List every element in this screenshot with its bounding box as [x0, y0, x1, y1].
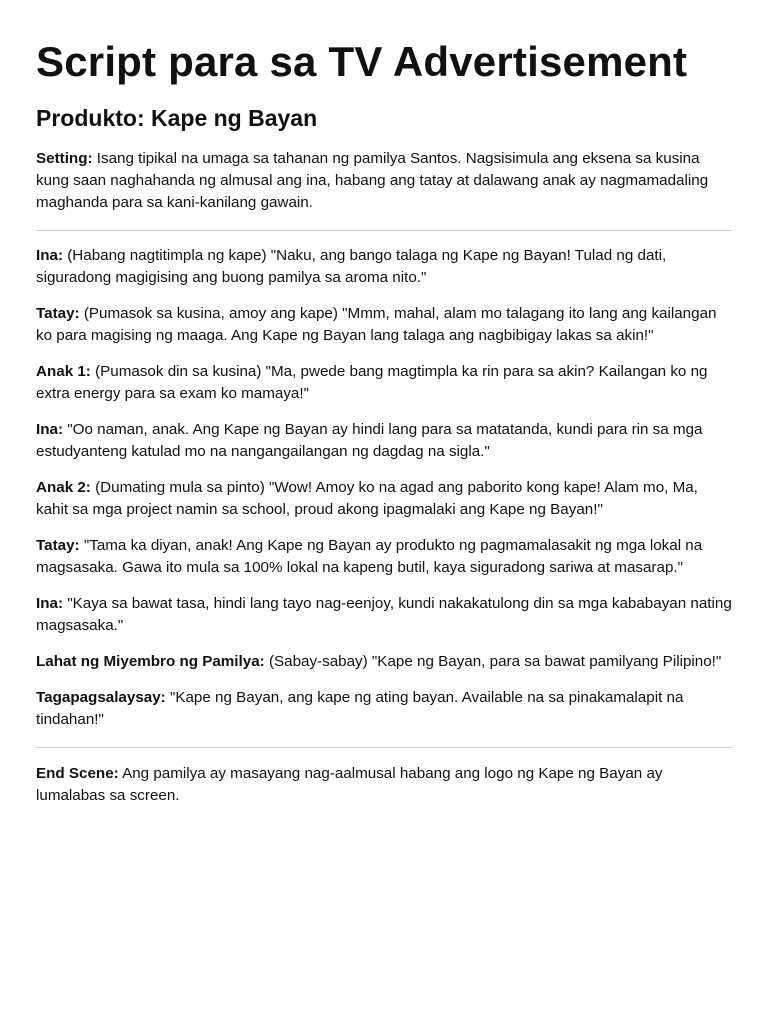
dialogue-text: (Sabay-sabay) "Kape ng Bayan, para sa bawat pamilyang Pilipino!"	[268, 653, 722, 670]
divider-bottom	[36, 747, 732, 748]
end-scene-label: End Scene:	[36, 765, 119, 782]
document-title: Script para sa TV Advertisement	[36, 38, 688, 85]
speaker-name: Ina:	[36, 421, 64, 438]
end-scene-paragraph	[36, 763, 732, 807]
dialogue-text: (Pumasok sa kusina, amoy ang kape) "Mmm, mahal, alam mo talagang ito lang ang kailangan ko para magising ng maaga. Ang Kape ng Bayan lang talaga ang nagbibigay lakas sa akin!"	[36, 305, 717, 344]
speaker-name: Lahat ng Miyembro ng Pamilya:	[36, 653, 265, 670]
dialogue-line	[36, 245, 732, 289]
dialogue-text: (Pumasok din sa kusina) "Ma, pwede bang magtimpla ka rin para sa akin? Kailangan ko ng extra energy para sa exam ko mamaya!"	[36, 363, 708, 402]
setting-paragraph	[36, 148, 732, 214]
dialogue-line	[36, 535, 732, 579]
speaker-name: Tatay:	[36, 305, 80, 322]
speaker-name: Ina:	[36, 595, 64, 612]
speaker-name: Ina:	[36, 247, 64, 264]
dialogue-text: (Dumating mula sa pinto) "Wow! Amoy ko na agad ang paborito kong kape! Alam mo, Ma, kahit sa mga project namin sa school, proud akong ipagmalaki ang Kape ng Bayan!"	[36, 479, 698, 518]
product-subtitle: Produkto: Kape ng Bayan	[36, 105, 318, 131]
dialogue-text: "Kape ng Bayan, ang kape ng ating bayan. Available na sa pinakamalapit na tindahan!"	[36, 689, 684, 728]
dialogue-line	[36, 651, 732, 673]
speaker-name: Tagapagsalaysay:	[36, 689, 166, 706]
speaker-name: Tatay:	[36, 537, 80, 554]
dialogue-list	[36, 245, 732, 731]
dialogue-text: "Kaya sa bawat tasa, hindi lang tayo nag-eenjoy, kundi nakakatulong din sa mga kababayan nating magsasaka."	[36, 595, 732, 634]
dialogue-line	[36, 687, 732, 731]
dialogue-line	[36, 419, 732, 463]
dialogue-line	[36, 477, 732, 521]
divider-top	[36, 230, 732, 231]
dialogue-text: (Habang nagtitimpla ng kape) "Naku, ang bango talaga ng Kape ng Bayan! Tulad ng dati, siguradong magigising ang buong pamilya sa aroma nito."	[36, 247, 667, 286]
setting-text: Isang tipikal na umaga sa tahanan ng pamilya Santos. Nagsisimula ang eksena sa kusina kung saan naghahanda ng almusal ang ina, habang ang tatay at dalawang anak ay nagmamadaling maghanda para sa kani-kanilang gawain.	[36, 150, 709, 211]
speaker-name: Anak 1:	[36, 363, 91, 380]
speaker-name: Anak 2:	[36, 479, 91, 496]
dialogue-line	[36, 593, 732, 637]
dialogue-line	[36, 361, 732, 405]
dialogue-line	[36, 303, 732, 347]
dialogue-text: "Tama ka diyan, anak! Ang Kape ng Bayan ay produkto ng pagmamalasakit ng mga lokal na magsasaka. Gawa ito mula sa 100% lokal na kapeng butil, kaya siguradong sariwa at masarap."	[36, 537, 703, 576]
dialogue-text: "Oo naman, anak. Ang Kape ng Bayan ay hindi lang para sa matatanda, kundi para rin sa mga estudyanteng katulad mo na nangangailangan ng dagdag na sigla."	[36, 421, 703, 460]
end-scene-text: Ang pamilya ay masayang nag-aalmusal habang ang logo ng Kape ng Bayan ay lumalabas sa screen.	[36, 765, 663, 804]
setting-label: Setting:	[36, 150, 93, 167]
